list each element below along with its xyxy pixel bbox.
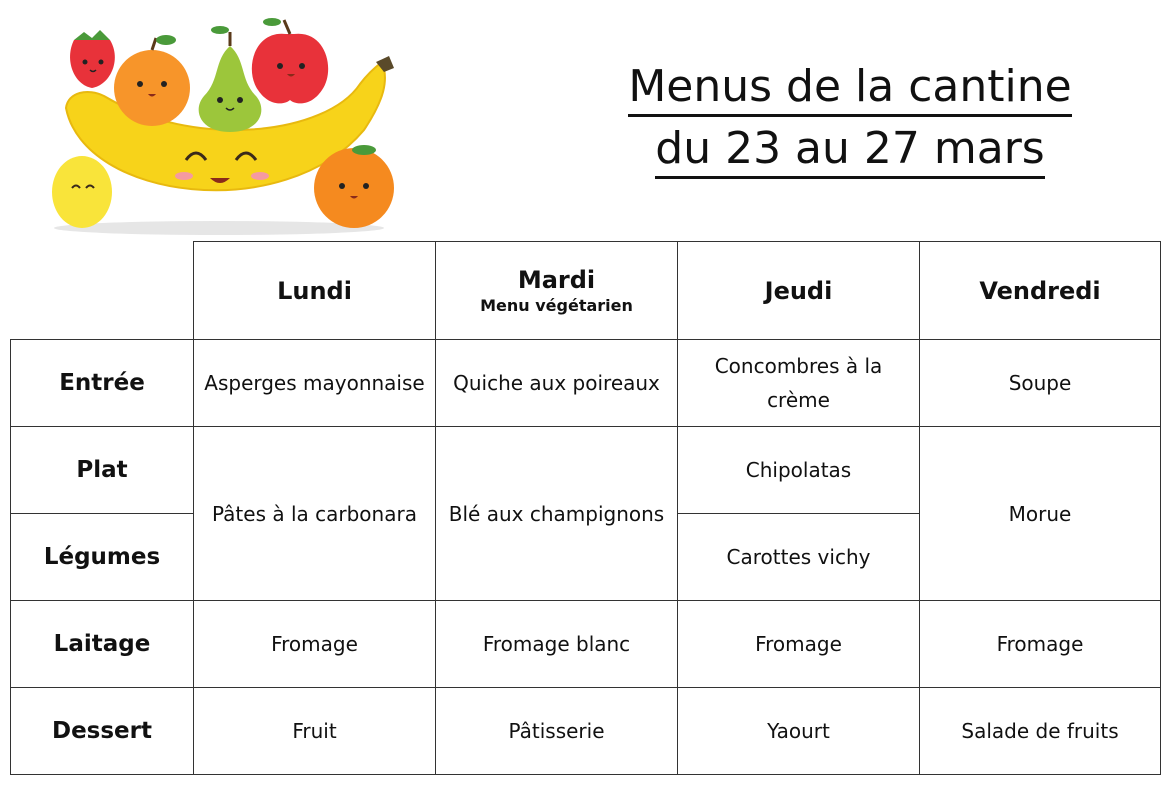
cell-entree-jeudi: Concombres à la crème [678,340,920,427]
fruit-illustration [44,10,404,238]
header-row [11,242,1161,340]
row-laitage [11,601,1161,688]
cell-laitage-vendredi: Fromage [920,601,1161,688]
cell-dessert-mardi: Pâtisserie [436,688,678,775]
cell-entree-vendredi: Soupe [920,340,1161,427]
strawberry-icon [70,30,115,88]
cell-entree-mardi: Quiche aux poireaux [436,340,678,427]
day-header-lundi: Lundi [194,242,436,340]
cell-laitage-lundi: Fromage [194,601,436,688]
cell-dessert-vendredi: Salade de fruits [920,688,1161,775]
day-header-vendredi: Vendredi [920,242,1161,340]
apricot-icon [114,35,190,126]
corner-cell [11,242,194,340]
cell-legumes-jeudi: Carottes vichy [678,514,920,601]
row-header-dessert: Dessert [11,688,194,775]
cell-plat-vendredi: Morue [920,427,1161,601]
day-header-jeudi: Jeudi [678,242,920,340]
cell-laitage-mardi: Fromage blanc [436,601,678,688]
page-title [590,56,1110,180]
day-header-mardi: Mardi Menu végétarien [436,242,678,340]
cell-dessert-lundi: Fruit [194,688,436,775]
row-entree [11,340,1161,427]
cell-dessert-jeudi: Yaourt [678,688,920,775]
row-header-laitage: Laitage [11,601,194,688]
row-plat [11,427,1161,514]
menu-table [10,241,1161,775]
cell-plat-lundi: Pâtes à la carbonara [194,427,436,601]
apple-icon [252,18,328,103]
lemon-icon [52,156,112,228]
day-subtitle-mardi: Menu végétarien [480,296,633,315]
title-line-2: du 23 au 27 mars [655,122,1044,179]
row-header-legumes: Légumes [11,514,194,601]
cell-plat-jeudi: Chipolatas [678,427,920,514]
cell-entree-lundi: Asperges mayonnaise [194,340,436,427]
title-line-1: Menus de la cantine [628,60,1071,117]
row-header-entree: Entrée [11,340,194,427]
row-header-plat: Plat [11,427,194,514]
cell-plat-mardi: Blé aux champignons [436,427,678,601]
row-dessert [11,688,1161,775]
pear-icon [199,26,262,132]
cell-laitage-jeudi: Fromage [678,601,920,688]
